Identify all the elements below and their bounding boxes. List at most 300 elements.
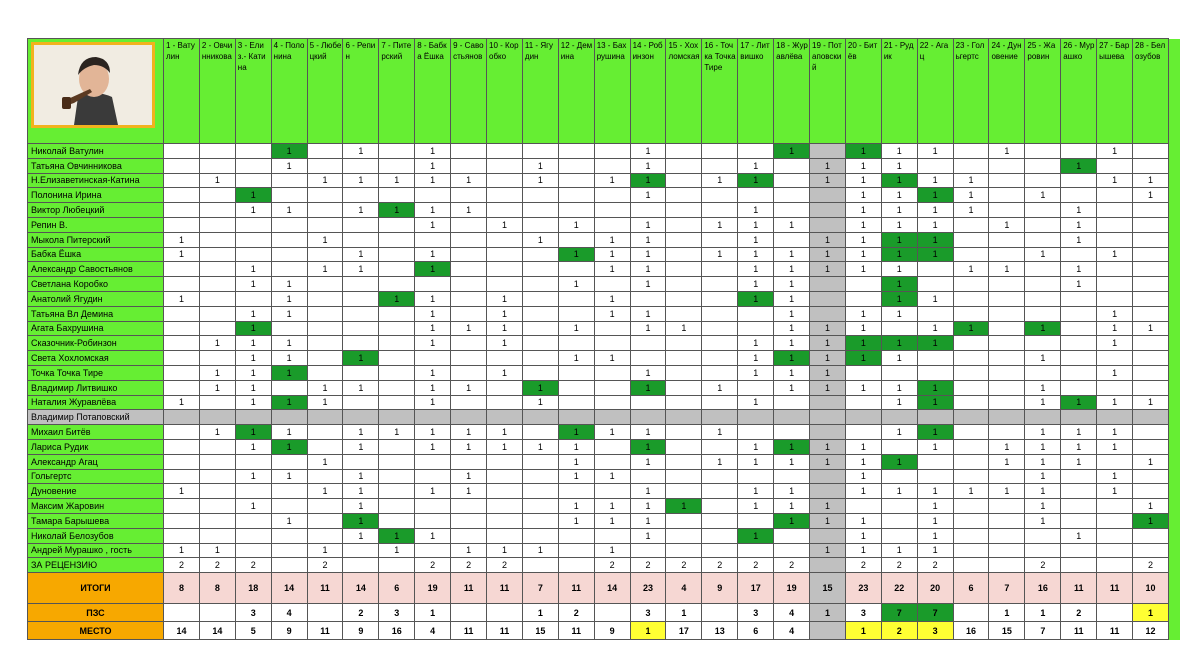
vote-cell	[1133, 410, 1169, 425]
vote-cell: 1	[1133, 513, 1169, 528]
itogi-value: 11	[1097, 573, 1133, 604]
vote-cell	[199, 203, 235, 218]
pzs-value: 1	[666, 604, 702, 622]
vote-cell	[451, 306, 487, 321]
vote-cell: 1	[630, 513, 666, 528]
vote-cell	[989, 380, 1025, 395]
vote-cell: 1	[1097, 173, 1133, 188]
vote-cell: 1	[774, 247, 810, 262]
vote-cell	[594, 203, 630, 218]
vote-cell	[199, 499, 235, 514]
vote-cell	[666, 410, 702, 425]
itogi-value: 17	[738, 573, 774, 604]
vote-cell	[774, 425, 810, 440]
vote-cell	[774, 543, 810, 558]
vote-cell: 1	[343, 513, 379, 528]
vote-cell	[953, 380, 989, 395]
vote-cell	[953, 232, 989, 247]
vote-cell: 1	[917, 173, 953, 188]
vote-cell	[1133, 469, 1169, 484]
vote-cell	[989, 395, 1025, 410]
vote-cell	[307, 425, 343, 440]
vote-cell: 1	[235, 203, 271, 218]
vote-cell: 1	[271, 144, 307, 159]
vote-cell	[307, 439, 343, 454]
vote-cell: 1	[271, 277, 307, 292]
vote-cell: 1	[881, 144, 917, 159]
vote-cell	[810, 395, 846, 410]
mesto-value: 2	[881, 622, 917, 640]
vote-cell: 1	[810, 336, 846, 351]
vote-cell	[845, 277, 881, 292]
vote-cell	[774, 188, 810, 203]
vote-cell	[1097, 217, 1133, 232]
vote-cell	[343, 321, 379, 336]
vote-cell: 1	[738, 203, 774, 218]
vote-cell	[199, 262, 235, 277]
rating-table	[27, 38, 1180, 640]
vote-cell: 1	[1025, 513, 1061, 528]
vote-cell: 1	[989, 144, 1025, 159]
vote-cell: 1	[415, 365, 451, 380]
vote-cell: 1	[415, 321, 451, 336]
vote-cell	[810, 306, 846, 321]
vote-cell	[702, 203, 738, 218]
vote-cell	[1133, 291, 1169, 306]
vote-cell	[666, 351, 702, 366]
vote-cell	[164, 380, 200, 395]
vote-cell: 1	[558, 321, 594, 336]
vote-cell: 1	[594, 173, 630, 188]
vote-cell	[666, 395, 702, 410]
vote-cell	[558, 306, 594, 321]
pzs-value: 3	[379, 604, 415, 622]
itogi-value: 14	[343, 573, 379, 604]
vote-cell	[1097, 410, 1133, 425]
vote-cell	[1097, 188, 1133, 203]
vote-cell	[594, 277, 630, 292]
vote-cell: 1	[487, 321, 523, 336]
vote-cell	[881, 469, 917, 484]
vote-cell	[989, 499, 1025, 514]
vote-cell: 1	[415, 484, 451, 499]
vote-cell: 1	[451, 203, 487, 218]
vote-cell	[558, 144, 594, 159]
vote-cell: 2	[738, 558, 774, 573]
vote-cell: 1	[487, 365, 523, 380]
vote-cell: 1	[953, 188, 989, 203]
vote-cell: 2	[235, 558, 271, 573]
vote-cell: 1	[845, 144, 881, 159]
vote-cell	[1097, 513, 1133, 528]
vote-cell	[917, 454, 953, 469]
vote-cell	[1133, 158, 1169, 173]
mesto-value: 9	[343, 622, 379, 640]
column-header: 12 - Демина	[558, 39, 594, 144]
vote-cell: 1	[774, 217, 810, 232]
vote-cell	[774, 232, 810, 247]
vote-cell	[630, 395, 666, 410]
participant-name: Репин В.	[28, 217, 164, 232]
vote-cell: 1	[630, 262, 666, 277]
vote-cell: 1	[1061, 262, 1097, 277]
vote-cell: 1	[558, 247, 594, 262]
vote-cell: 1	[451, 484, 487, 499]
table-row	[28, 454, 1180, 469]
vote-cell	[451, 144, 487, 159]
vote-cell	[953, 351, 989, 366]
vote-cell	[1061, 173, 1097, 188]
vote-cell	[199, 158, 235, 173]
vote-cell	[235, 513, 271, 528]
vote-cell	[881, 528, 917, 543]
vote-cell: 1	[845, 217, 881, 232]
vote-cell: 1	[522, 395, 558, 410]
sheet-edge	[1168, 39, 1180, 640]
vote-cell: 1	[271, 365, 307, 380]
vote-cell: 1	[1025, 351, 1061, 366]
vote-cell	[307, 321, 343, 336]
vote-cell	[379, 188, 415, 203]
vote-cell	[1025, 173, 1061, 188]
vote-cell	[666, 528, 702, 543]
vote-cell	[666, 469, 702, 484]
vote-cell	[881, 365, 917, 380]
vote-cell	[989, 232, 1025, 247]
vote-cell	[271, 558, 307, 573]
vote-cell	[774, 173, 810, 188]
vote-cell: 1	[774, 277, 810, 292]
vote-cell	[845, 365, 881, 380]
vote-cell: 1	[164, 291, 200, 306]
pzs-value: 3	[738, 604, 774, 622]
vote-cell: 1	[415, 336, 451, 351]
vote-cell: 1	[487, 291, 523, 306]
vote-cell	[379, 454, 415, 469]
vote-cell	[1097, 277, 1133, 292]
vote-cell	[1025, 528, 1061, 543]
vote-cell	[953, 528, 989, 543]
vote-cell: 1	[199, 425, 235, 440]
vote-cell	[1097, 203, 1133, 218]
vote-cell	[235, 173, 271, 188]
mesto-value: 16	[953, 622, 989, 640]
table-row	[28, 484, 1180, 499]
vote-cell	[199, 306, 235, 321]
vote-cell	[1133, 262, 1169, 277]
table-row	[28, 336, 1180, 351]
vote-cell	[451, 351, 487, 366]
vote-cell: 1	[1097, 321, 1133, 336]
vote-cell	[989, 277, 1025, 292]
vote-cell	[199, 395, 235, 410]
vote-cell	[343, 454, 379, 469]
vote-cell: 1	[845, 306, 881, 321]
vote-cell: 1	[1025, 499, 1061, 514]
vote-cell	[989, 158, 1025, 173]
pzs-value	[307, 604, 343, 622]
vote-cell: 1	[630, 277, 666, 292]
vote-cell	[810, 217, 846, 232]
vote-cell	[164, 321, 200, 336]
vote-cell: 1	[271, 439, 307, 454]
vote-cell	[343, 291, 379, 306]
vote-cell	[558, 528, 594, 543]
participant-name: Сказочник-Робинзон	[28, 336, 164, 351]
vote-cell: 1	[415, 247, 451, 262]
vote-cell: 1	[630, 454, 666, 469]
vote-cell	[702, 469, 738, 484]
vote-cell	[451, 365, 487, 380]
vote-cell	[1025, 158, 1061, 173]
vote-cell	[594, 484, 630, 499]
vote-cell: 1	[1061, 425, 1097, 440]
vote-cell	[630, 291, 666, 306]
pzs-value	[451, 604, 487, 622]
vote-cell	[594, 380, 630, 395]
vote-cell: 1	[881, 306, 917, 321]
vote-cell	[522, 528, 558, 543]
vote-cell: 1	[307, 232, 343, 247]
vote-cell	[271, 232, 307, 247]
participant-name: Александр Агац	[28, 454, 164, 469]
vote-cell	[415, 543, 451, 558]
vote-cell	[594, 365, 630, 380]
itogi-value: 20	[917, 573, 953, 604]
vote-cell: 1	[630, 321, 666, 336]
vote-cell: 1	[845, 188, 881, 203]
vote-cell	[774, 158, 810, 173]
vote-cell: 1	[1097, 484, 1133, 499]
vote-cell	[487, 262, 523, 277]
vote-cell: 1	[810, 513, 846, 528]
pzs-value	[199, 604, 235, 622]
vote-cell	[989, 558, 1025, 573]
vote-cell: 2	[845, 558, 881, 573]
vote-cell: 1	[630, 499, 666, 514]
vote-cell: 2	[630, 558, 666, 573]
vote-cell	[487, 247, 523, 262]
vote-cell: 1	[415, 203, 451, 218]
vote-cell	[702, 321, 738, 336]
vote-cell	[379, 439, 415, 454]
vote-cell	[271, 543, 307, 558]
vote-cell	[1097, 380, 1133, 395]
table-row	[28, 558, 1180, 573]
vote-cell: 1	[594, 425, 630, 440]
vote-cell: 1	[343, 203, 379, 218]
vote-cell	[1133, 351, 1169, 366]
vote-cell	[1025, 306, 1061, 321]
column-header: 15 - Хохломская	[666, 39, 702, 144]
column-header: 24 - Дуновение	[989, 39, 1025, 144]
vote-cell: 1	[235, 321, 271, 336]
pzs-value: 3	[845, 604, 881, 622]
vote-cell: 1	[1097, 469, 1133, 484]
vote-cell	[164, 410, 200, 425]
table-row	[28, 439, 1180, 454]
participant-name: ЗА РЕЦЕНЗИЮ	[28, 558, 164, 573]
vote-cell: 1	[271, 351, 307, 366]
vote-cell	[379, 469, 415, 484]
vote-cell	[522, 425, 558, 440]
vote-cell	[1133, 144, 1169, 159]
vote-cell	[271, 484, 307, 499]
vote-cell: 1	[1097, 365, 1133, 380]
vote-cell: 1	[1025, 469, 1061, 484]
vote-cell: 1	[774, 336, 810, 351]
vote-cell	[1061, 558, 1097, 573]
vote-cell	[451, 499, 487, 514]
table-row	[28, 188, 1180, 203]
vote-cell: 1	[558, 454, 594, 469]
vote-cell: 1	[271, 291, 307, 306]
vote-cell: 1	[451, 173, 487, 188]
vote-cell	[199, 217, 235, 232]
vote-cell	[738, 380, 774, 395]
vote-cell	[989, 528, 1025, 543]
vote-cell: 1	[845, 247, 881, 262]
vote-cell: 1	[845, 158, 881, 173]
vote-cell: 1	[1025, 454, 1061, 469]
vote-cell	[953, 439, 989, 454]
mesto-value: 6	[738, 622, 774, 640]
vote-cell: 2	[1133, 558, 1169, 573]
vote-cell: 1	[1097, 247, 1133, 262]
vote-cell	[522, 203, 558, 218]
vote-cell	[738, 321, 774, 336]
itogi-value: 22	[881, 573, 917, 604]
vote-cell	[343, 365, 379, 380]
vote-cell	[558, 484, 594, 499]
logo-cell	[28, 39, 164, 144]
vote-cell	[164, 454, 200, 469]
vote-cell: 1	[630, 247, 666, 262]
column-header: 28 - Белозубов	[1133, 39, 1169, 144]
vote-cell: 1	[235, 277, 271, 292]
vote-cell	[953, 410, 989, 425]
vote-cell	[953, 395, 989, 410]
vote-cell	[558, 558, 594, 573]
mesto-value: 11	[1061, 622, 1097, 640]
vote-cell	[199, 188, 235, 203]
vote-cell	[235, 247, 271, 262]
table-row	[28, 351, 1180, 366]
vote-cell: 1	[845, 484, 881, 499]
vote-cell	[917, 306, 953, 321]
mesto-value: 11	[451, 622, 487, 640]
vote-cell: 1	[415, 395, 451, 410]
mesto-value: 3	[917, 622, 953, 640]
vote-cell: 1	[810, 499, 846, 514]
vote-cell	[666, 247, 702, 262]
vote-cell: 1	[845, 336, 881, 351]
vote-cell	[199, 484, 235, 499]
column-header: 20 - Битёв	[845, 39, 881, 144]
vote-cell: 1	[594, 306, 630, 321]
vote-cell: 1	[774, 291, 810, 306]
table-row	[28, 425, 1180, 440]
itogi-value: 14	[594, 573, 630, 604]
vote-cell: 1	[738, 173, 774, 188]
vote-cell: 1	[845, 469, 881, 484]
vote-cell	[1061, 543, 1097, 558]
vote-cell	[307, 528, 343, 543]
vote-cell: 1	[558, 469, 594, 484]
vote-cell: 1	[594, 291, 630, 306]
pzs-value: 7	[917, 604, 953, 622]
vote-cell: 1	[917, 188, 953, 203]
vote-cell: 1	[845, 262, 881, 277]
vote-cell: 1	[343, 173, 379, 188]
vote-cell	[307, 291, 343, 306]
vote-cell: 1	[235, 425, 271, 440]
vote-cell	[522, 484, 558, 499]
vote-cell: 1	[1025, 188, 1061, 203]
vote-cell	[487, 395, 523, 410]
vote-cell: 1	[702, 454, 738, 469]
vote-cell: 1	[1061, 217, 1097, 232]
vote-cell: 1	[774, 262, 810, 277]
vote-cell: 1	[738, 277, 774, 292]
vote-cell: 1	[774, 454, 810, 469]
vote-cell: 1	[343, 262, 379, 277]
vote-cell: 1	[307, 380, 343, 395]
vote-cell	[702, 484, 738, 499]
vote-cell: 1	[271, 425, 307, 440]
vote-cell	[666, 454, 702, 469]
vote-cell	[989, 543, 1025, 558]
vote-cell: 1	[917, 203, 953, 218]
vote-cell: 1	[630, 365, 666, 380]
vote-cell	[1061, 351, 1097, 366]
vote-cell	[522, 499, 558, 514]
vote-cell: 1	[738, 454, 774, 469]
vote-cell: 2	[666, 558, 702, 573]
vote-cell: 1	[271, 203, 307, 218]
vote-cell	[164, 262, 200, 277]
participant-name: Николай Белозубов	[28, 528, 164, 543]
vote-cell: 1	[881, 203, 917, 218]
vote-cell	[558, 410, 594, 425]
vote-cell: 1	[1061, 454, 1097, 469]
vote-cell	[487, 454, 523, 469]
vote-cell	[953, 291, 989, 306]
vote-cell	[522, 144, 558, 159]
vote-cell: 1	[415, 425, 451, 440]
vote-cell	[522, 262, 558, 277]
vote-cell	[1061, 410, 1097, 425]
vote-cell: 1	[1025, 439, 1061, 454]
vote-cell: 1	[307, 454, 343, 469]
vote-cell: 1	[774, 380, 810, 395]
vote-cell: 1	[1097, 439, 1133, 454]
vote-cell: 1	[558, 217, 594, 232]
vote-cell	[953, 158, 989, 173]
vote-cell	[451, 513, 487, 528]
vote-cell: 1	[881, 232, 917, 247]
vote-cell: 1	[881, 543, 917, 558]
vote-cell	[738, 144, 774, 159]
vote-cell	[199, 469, 235, 484]
vote-cell	[522, 351, 558, 366]
vote-cell	[558, 158, 594, 173]
vote-cell	[379, 365, 415, 380]
vote-cell	[271, 247, 307, 262]
vote-cell	[558, 336, 594, 351]
vote-cell	[558, 188, 594, 203]
vote-cell	[522, 454, 558, 469]
